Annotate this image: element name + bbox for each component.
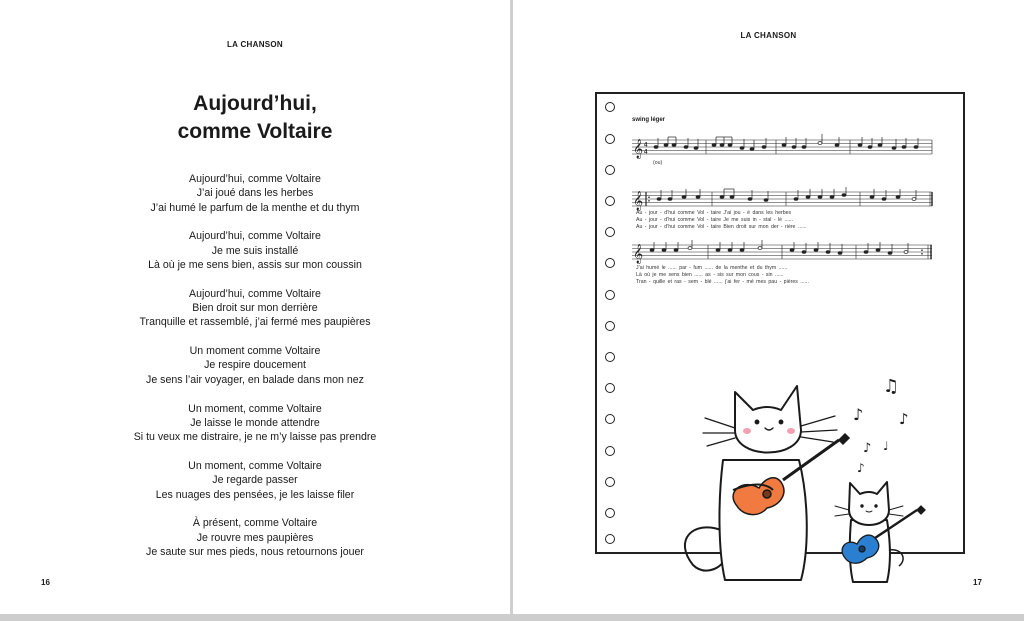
lyric-line: Un moment, comme Voltaire [188, 402, 322, 415]
lyric-line: Si tu veux me distraire, je ne m’y laisse pas prendre [133, 431, 377, 444]
binder-hole [605, 290, 615, 300]
lyric-line: Aujourd’hui, comme Voltaire [189, 173, 321, 185]
lyric-line: Je rouvre mes paupières [196, 531, 314, 544]
stanza [0, 344, 510, 387]
binder-hole [605, 534, 615, 544]
binder-hole [605, 196, 615, 206]
music-staff [632, 136, 937, 158]
lyric-line: Là où je me sens bien, assis sur mon coussin [148, 258, 362, 271]
binder-hole [605, 383, 615, 393]
intro-word: (ou) [653, 160, 663, 166]
lyric-line: J’ai humé le parfum de la menthe et du thym [150, 201, 360, 214]
binder-hole [605, 477, 615, 487]
binder-hole [605, 352, 615, 362]
music-staff [632, 188, 937, 210]
page-number: 17 [973, 578, 982, 587]
binder-hole [605, 414, 615, 424]
left-page [0, 0, 510, 614]
lyric-line: Aujourd’hui, comme Voltaire [189, 287, 321, 300]
lyric-line: Je laisse le monde attendre [190, 416, 320, 429]
lyric-line: Je respire doucement [204, 359, 306, 372]
page-number: 16 [41, 578, 50, 587]
binder-hole [605, 446, 615, 456]
binder-hole [605, 165, 615, 175]
binder-hole [605, 321, 615, 331]
binder-hole [605, 102, 615, 112]
lyric-line: À présent, comme Voltaire [192, 517, 318, 530]
score-lyric-line: Au - jour - d’hui comme Vol - taire Je me suis in - stal - lé ...... [636, 217, 794, 223]
lyric-line: Les nuages des pensées, je les laisse filer [155, 488, 355, 501]
right-page [513, 0, 1024, 614]
lyric-line: Un moment, comme Voltaire [188, 459, 322, 472]
score-lyric-line: Au - jour - d’hui comme Vol - taire Bien droit sur mon der - rière ...... [636, 224, 807, 230]
lyric-line: Je sens l’air voyager, en balade dans mon nez [146, 373, 364, 386]
svg-text:𝄞: 𝄞 [633, 191, 644, 211]
title-line: Aujourd’hui, [193, 92, 317, 115]
svg-text:♪: ♪ [863, 441, 872, 456]
score-lyric-line: J’ai humé le ...... par - fum ...... de la menthe et du thym ...... [636, 265, 788, 271]
svg-text:♩: ♩ [883, 439, 889, 453]
score-lyric-line: Au - jour - d’hui comme Vol - taire J’ai jou - é dans les herbes [636, 210, 792, 216]
running-head: LA CHANSON [740, 31, 797, 40]
lyric-line: Tranquille et rassemblé, j’ai fermé mes paupières [139, 316, 371, 329]
lyric-line: J’ai joué dans les herbes [196, 187, 314, 200]
lyrics [0, 172, 510, 574]
stanza [0, 402, 510, 445]
score-lyric-line: Tran - quille et ras - sem - blé ...... j’ai fer - mé mes pau - pières ...... [636, 279, 809, 285]
stanza [0, 516, 510, 559]
musical-notes [853, 372, 933, 482]
lyric-line: Aujourd’hui, comme Voltaire [189, 230, 321, 243]
svg-text:4: 4 [644, 142, 648, 149]
svg-text:♪: ♪ [857, 461, 865, 475]
lyric-line: Je regarde passer [212, 474, 298, 487]
page-bottom-edge [0, 614, 1024, 621]
svg-text:4: 4 [644, 149, 648, 156]
svg-text:𝄞: 𝄞 [633, 139, 644, 159]
stanza [0, 287, 510, 330]
lyric-line: Je saute sur mes pieds, nous retournons jouer [146, 545, 364, 558]
song-title [0, 90, 510, 146]
tempo-marking: swing léger [632, 117, 666, 123]
stanza [0, 229, 510, 272]
lyric-line: Je me suis installé [211, 244, 299, 257]
music-staff [632, 241, 937, 263]
binder-hole [605, 508, 615, 518]
stanza [0, 172, 510, 215]
lyric-line: Bien droit sur mon derrière [192, 302, 318, 315]
binder-hole [605, 258, 615, 268]
svg-text:♪: ♪ [853, 405, 864, 424]
score-lyric-line: Là où je me sens bien ...... as - sis sur mon cous - sin ...... [636, 272, 784, 278]
running-head: LA CHANSON [226, 40, 284, 49]
binder-hole [605, 227, 615, 237]
binder-hole [605, 134, 615, 144]
title-line: comme Voltaire [177, 120, 333, 143]
svg-text:♪: ♪ [899, 410, 909, 428]
svg-text:𝄞: 𝄞 [633, 244, 644, 264]
lyric-line: Un moment comme Voltaire [189, 345, 321, 358]
stanza [0, 459, 510, 502]
svg-text:♫: ♫ [883, 376, 900, 397]
